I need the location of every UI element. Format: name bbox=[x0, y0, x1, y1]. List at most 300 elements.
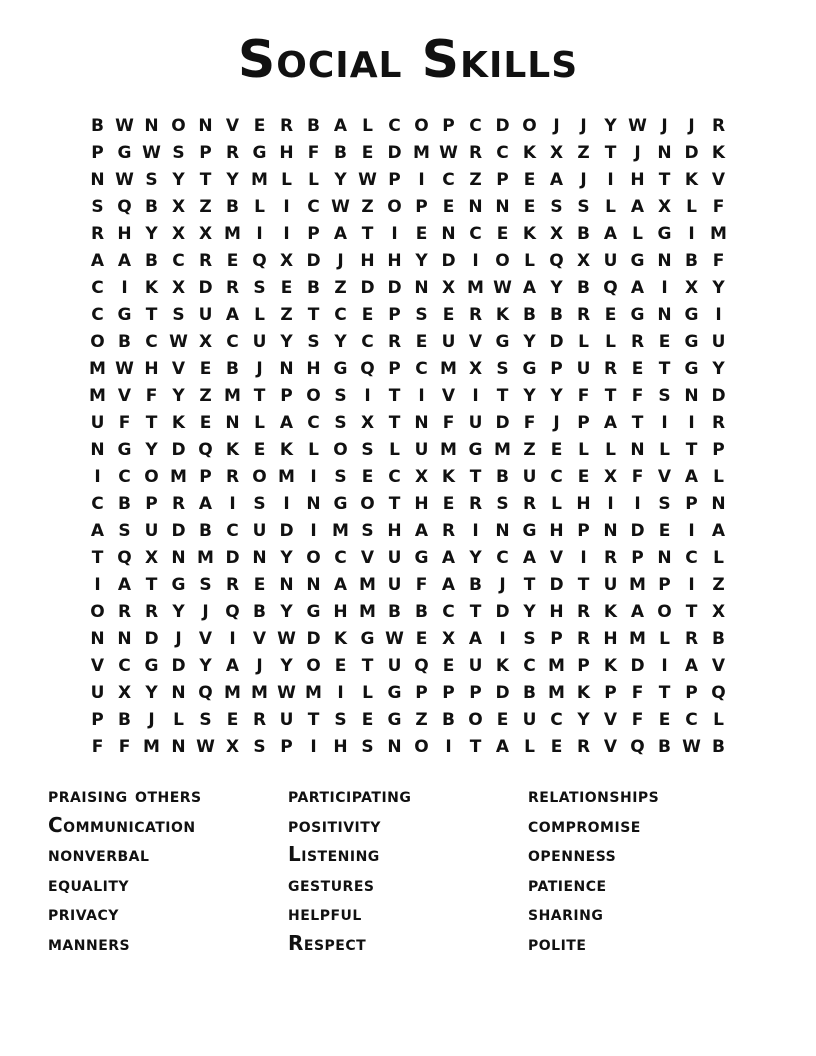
grid-letter: B bbox=[226, 359, 239, 379]
grid-letter: P bbox=[145, 494, 158, 514]
grid-letter: K bbox=[603, 656, 618, 676]
grid-row bbox=[84, 437, 732, 464]
grid-letter: L bbox=[524, 251, 535, 271]
grid-letter: N bbox=[90, 440, 105, 460]
grid-letter: S bbox=[91, 197, 104, 217]
grid-letter: N bbox=[306, 575, 321, 595]
grid-letter: D bbox=[549, 332, 564, 352]
grid-letter: P bbox=[496, 170, 509, 190]
grid-letter: B bbox=[145, 197, 158, 217]
grid-letter: N bbox=[144, 116, 159, 136]
grid-letter: W bbox=[115, 359, 134, 379]
grid-letter: A bbox=[603, 224, 618, 244]
grid-letter: R bbox=[225, 575, 240, 595]
grid-letter: H bbox=[603, 629, 618, 649]
grid-letter: N bbox=[279, 575, 294, 595]
grid-letter: I bbox=[310, 467, 317, 487]
grid-letter: E bbox=[577, 467, 590, 487]
grid-letter: X bbox=[549, 224, 564, 244]
grid-letter: O bbox=[252, 467, 267, 487]
grid-letter: L bbox=[605, 332, 616, 352]
grid-letter: P bbox=[91, 710, 104, 730]
grid-letter: E bbox=[415, 332, 428, 352]
grid-letter: R bbox=[441, 521, 456, 541]
grid-letter: B bbox=[523, 305, 536, 325]
grid-letter: L bbox=[578, 440, 589, 460]
grid-letter: P bbox=[442, 116, 455, 136]
grid-letter: L bbox=[659, 440, 670, 460]
grid-letter: P bbox=[604, 683, 617, 703]
grid-letter: L bbox=[605, 440, 616, 460]
grid-letter: C bbox=[91, 278, 104, 298]
grid-letter: U bbox=[603, 251, 618, 271]
grid-letter: C bbox=[469, 224, 482, 244]
grid-letter: M bbox=[467, 278, 484, 298]
grid-letter: G bbox=[117, 143, 132, 163]
grid-letter: D bbox=[171, 440, 186, 460]
grid-letter: F bbox=[577, 386, 590, 406]
grid-letter: V bbox=[711, 170, 726, 190]
grid-letter: X bbox=[414, 467, 429, 487]
grid-letter: P bbox=[577, 413, 590, 433]
grid-letter: L bbox=[254, 305, 265, 325]
grid-letter: E bbox=[442, 197, 455, 217]
grid-row bbox=[84, 140, 732, 167]
grid-letter: P bbox=[199, 143, 212, 163]
grid-letter: B bbox=[415, 602, 428, 622]
grid-letter: E bbox=[496, 224, 509, 244]
grid-letter: B bbox=[469, 575, 482, 595]
grid-letter: A bbox=[117, 251, 132, 271]
grid-letter: O bbox=[306, 386, 321, 406]
grid-letter: A bbox=[333, 224, 348, 244]
grid-letter: S bbox=[253, 494, 266, 514]
grid-letter: A bbox=[90, 251, 105, 271]
grid-letter: U bbox=[522, 467, 537, 487]
grid-letter: S bbox=[361, 440, 374, 460]
grid-letter: C bbox=[550, 710, 563, 730]
grid-letter: M bbox=[548, 656, 565, 676]
grid-letter: Y bbox=[172, 602, 185, 622]
grid-letter: I bbox=[418, 170, 425, 190]
grid-letter: U bbox=[576, 359, 591, 379]
grid-letter: G bbox=[117, 305, 132, 325]
grid-letter: U bbox=[711, 332, 726, 352]
grid-letter: E bbox=[280, 278, 293, 298]
grid-letter: S bbox=[361, 737, 374, 757]
grid-letter: F bbox=[91, 737, 104, 757]
grid-letter: A bbox=[279, 413, 294, 433]
grid-letter: Y bbox=[172, 386, 185, 406]
grid-letter: L bbox=[173, 710, 184, 730]
grid-letter: I bbox=[391, 224, 398, 244]
grid-row bbox=[84, 707, 732, 734]
grid-letter: D bbox=[279, 521, 294, 541]
grid-letter: N bbox=[414, 278, 429, 298]
grid-letter: M bbox=[440, 359, 457, 379]
grid-letter: P bbox=[388, 305, 401, 325]
grid-letter: I bbox=[634, 494, 641, 514]
grid-letter: S bbox=[118, 521, 131, 541]
grid-letter: C bbox=[442, 170, 455, 190]
grid-letter: Z bbox=[415, 710, 428, 730]
grid-row bbox=[84, 680, 732, 707]
word-item: relationships bbox=[528, 783, 660, 807]
grid-letter: Y bbox=[415, 251, 428, 271]
grid-letter: M bbox=[278, 467, 295, 487]
grid-letter: W bbox=[385, 629, 404, 649]
grid-letter: R bbox=[468, 305, 483, 325]
grid-letter: G bbox=[117, 440, 132, 460]
grid-letter: B bbox=[388, 602, 401, 622]
grid-letter: P bbox=[685, 683, 698, 703]
grid-letter: B bbox=[118, 710, 131, 730]
grid-letter: G bbox=[306, 602, 321, 622]
grid-letter: C bbox=[685, 548, 698, 568]
grid-letter: W bbox=[115, 170, 134, 190]
grid-letter: L bbox=[362, 683, 373, 703]
grid-row bbox=[84, 599, 732, 626]
grid-letter: M bbox=[332, 521, 349, 541]
grid-row bbox=[84, 248, 732, 275]
grid-letter: X bbox=[117, 683, 132, 703]
grid-letter: B bbox=[307, 278, 320, 298]
grid-letter: F bbox=[631, 710, 644, 730]
grid-letter: S bbox=[658, 494, 671, 514]
grid-letter: A bbox=[225, 305, 240, 325]
grid-letter: Y bbox=[712, 278, 725, 298]
grid-letter: A bbox=[90, 521, 105, 541]
grid-letter: Y bbox=[280, 332, 293, 352]
grid-letter: N bbox=[657, 251, 672, 271]
grid-letter: Z bbox=[469, 170, 482, 190]
grid-row bbox=[84, 734, 732, 761]
grid-letter: E bbox=[550, 737, 563, 757]
grid-letter: N bbox=[198, 116, 213, 136]
grid-letter: V bbox=[711, 656, 726, 676]
grid-letter: W bbox=[277, 629, 296, 649]
word-item: nonverbal bbox=[48, 842, 150, 866]
grid-row bbox=[84, 356, 732, 383]
grid-letter: I bbox=[364, 386, 371, 406]
grid-letter: H bbox=[333, 602, 348, 622]
grid-letter: I bbox=[229, 494, 236, 514]
grid-letter: Z bbox=[361, 197, 374, 217]
grid-letter: G bbox=[630, 251, 645, 271]
grid-letter: N bbox=[90, 170, 105, 190]
grid-letter: V bbox=[603, 737, 618, 757]
grid-letter: O bbox=[90, 332, 105, 352]
grid-letter: I bbox=[121, 278, 128, 298]
word-item: patience bbox=[528, 871, 607, 896]
grid-letter: K bbox=[495, 305, 510, 325]
grid-letter: D bbox=[630, 656, 645, 676]
grid-letter: R bbox=[684, 629, 699, 649]
grid-letter: B bbox=[253, 602, 266, 622]
grid-letter: U bbox=[144, 521, 159, 541]
grid-letter: T bbox=[469, 467, 482, 487]
grid-letter: T bbox=[91, 548, 104, 568]
grid-letter: M bbox=[629, 629, 646, 649]
grid-letter: S bbox=[172, 305, 185, 325]
grid-letter: A bbox=[441, 548, 456, 568]
grid-letter: S bbox=[334, 413, 347, 433]
grid-letter: I bbox=[229, 629, 236, 649]
grid-letter: X bbox=[144, 548, 159, 568]
grid-letter: Y bbox=[523, 332, 536, 352]
grid-letter: I bbox=[310, 737, 317, 757]
grid-row bbox=[84, 572, 732, 599]
grid-letter: L bbox=[281, 170, 292, 190]
grid-row bbox=[84, 113, 732, 140]
grid-letter: V bbox=[468, 332, 483, 352]
grid-letter: K bbox=[495, 656, 510, 676]
grid-letter: C bbox=[145, 332, 158, 352]
grid-letter: M bbox=[413, 143, 430, 163]
grid-letter: B bbox=[199, 521, 212, 541]
grid-letter: T bbox=[145, 413, 158, 433]
grid-letter: P bbox=[280, 386, 293, 406]
word-list-column bbox=[48, 781, 288, 958]
grid-row bbox=[84, 626, 732, 653]
grid-letter: B bbox=[712, 629, 725, 649]
grid-letter: F bbox=[631, 386, 644, 406]
grid-letter: D bbox=[495, 116, 510, 136]
grid-letter: X bbox=[225, 737, 240, 757]
grid-letter: N bbox=[468, 197, 483, 217]
grid-letter: X bbox=[441, 629, 456, 649]
grid-letter: T bbox=[145, 575, 158, 595]
grid-row bbox=[84, 383, 732, 410]
grid-letter: A bbox=[225, 656, 240, 676]
grid-letter: M bbox=[224, 386, 241, 406]
grid-letter: I bbox=[472, 386, 479, 406]
grid-letter: N bbox=[657, 548, 672, 568]
grid-letter: M bbox=[197, 548, 214, 568]
grid-letter: L bbox=[254, 413, 265, 433]
grid-letter: N bbox=[279, 359, 294, 379]
grid-letter: B bbox=[226, 197, 239, 217]
grid-letter: K bbox=[441, 467, 456, 487]
grid-letter: N bbox=[171, 548, 186, 568]
grid-letter: R bbox=[117, 602, 132, 622]
grid-letter: I bbox=[499, 629, 506, 649]
grid-letter: O bbox=[306, 656, 321, 676]
grid-letter: P bbox=[685, 494, 698, 514]
grid-letter: A bbox=[522, 278, 537, 298]
grid-letter: E bbox=[199, 359, 212, 379]
grid-letter: I bbox=[688, 575, 695, 595]
grid-letter: A bbox=[333, 116, 348, 136]
grid-letter: F bbox=[118, 413, 131, 433]
grid-letter: E bbox=[334, 656, 347, 676]
grid-letter: M bbox=[170, 467, 187, 487]
grid-letter: D bbox=[495, 602, 510, 622]
grid-letter: Y bbox=[550, 278, 563, 298]
grid-letter: E bbox=[415, 224, 428, 244]
grid-letter: D bbox=[495, 413, 510, 433]
grid-letter: S bbox=[307, 332, 320, 352]
grid-letter: P bbox=[442, 683, 455, 703]
grid-letter: N bbox=[414, 413, 429, 433]
grid-letter: C bbox=[118, 467, 131, 487]
grid-letter: I bbox=[310, 521, 317, 541]
grid-letter: F bbox=[415, 575, 428, 595]
grid-letter: S bbox=[415, 305, 428, 325]
grid-letter: B bbox=[523, 683, 536, 703]
grid-letter: E bbox=[442, 494, 455, 514]
grid-letter: R bbox=[252, 710, 267, 730]
grid-letter: C bbox=[334, 305, 347, 325]
grid-letter: I bbox=[607, 170, 614, 190]
grid-letter: I bbox=[256, 224, 263, 244]
grid-letter: N bbox=[171, 683, 186, 703]
grid-letter: T bbox=[469, 602, 482, 622]
grid-letter: U bbox=[252, 332, 267, 352]
grid-letter: K bbox=[279, 440, 294, 460]
word-item: sharing bbox=[528, 901, 604, 925]
grid-letter: G bbox=[387, 710, 402, 730]
grid-letter: J bbox=[148, 710, 155, 730]
grid-letter: X bbox=[360, 413, 375, 433]
grid-letter: L bbox=[713, 467, 724, 487]
grid-letter: L bbox=[308, 440, 319, 460]
grid-letter: Z bbox=[523, 440, 536, 460]
grid-letter: J bbox=[337, 251, 344, 271]
grid-letter: E bbox=[361, 467, 374, 487]
grid-letter: E bbox=[253, 440, 266, 460]
grid-letter: N bbox=[171, 737, 186, 757]
grid-letter: K bbox=[603, 602, 618, 622]
grid-letter: V bbox=[117, 386, 132, 406]
grid-letter: Y bbox=[523, 602, 536, 622]
grid-letter: R bbox=[576, 602, 591, 622]
word-item: helpful bbox=[288, 901, 362, 925]
grid-letter: U bbox=[198, 305, 213, 325]
grid-letter: M bbox=[548, 683, 565, 703]
grid-letter: Y bbox=[280, 656, 293, 676]
grid-row bbox=[84, 194, 732, 221]
grid-letter: W bbox=[628, 116, 647, 136]
grid-letter: B bbox=[442, 710, 455, 730]
grid-letter: C bbox=[685, 710, 698, 730]
grid-letter: F bbox=[523, 413, 536, 433]
grid-letter: V bbox=[198, 629, 213, 649]
grid-letter: A bbox=[333, 575, 348, 595]
grid-letter: M bbox=[710, 224, 727, 244]
grid-letter: N bbox=[441, 224, 456, 244]
grid-letter: V bbox=[549, 548, 564, 568]
grid-letter: E bbox=[442, 305, 455, 325]
grid-letter: D bbox=[387, 143, 402, 163]
grid-letter: M bbox=[89, 386, 106, 406]
grid-letter: T bbox=[658, 359, 671, 379]
grid-letter: T bbox=[523, 575, 536, 595]
grid-letter: G bbox=[171, 575, 186, 595]
grid-letter: Y bbox=[550, 386, 563, 406]
grid-letter: R bbox=[603, 548, 618, 568]
grid-letter: D bbox=[630, 521, 645, 541]
grid-letter: R bbox=[171, 494, 186, 514]
grid-letter: U bbox=[414, 440, 429, 460]
grid-letter: E bbox=[523, 170, 536, 190]
grid-letter: D bbox=[306, 251, 321, 271]
grid-letter: F bbox=[307, 143, 320, 163]
grid-letter: D bbox=[549, 575, 564, 595]
grid-letter: R bbox=[711, 116, 726, 136]
grid-letter: F bbox=[145, 386, 158, 406]
grid-letter: T bbox=[496, 386, 509, 406]
grid-letter: C bbox=[361, 332, 374, 352]
grid-letter: V bbox=[603, 710, 618, 730]
grid-letter: U bbox=[90, 683, 105, 703]
grid-row bbox=[84, 221, 732, 248]
grid-letter: S bbox=[577, 197, 590, 217]
grid-letter: T bbox=[361, 224, 374, 244]
grid-letter: X bbox=[171, 278, 186, 298]
grid-letter: A bbox=[603, 413, 618, 433]
grid-letter: G bbox=[684, 359, 699, 379]
grid-letter: S bbox=[496, 494, 509, 514]
grid-letter: U bbox=[90, 413, 105, 433]
grid-letter: E bbox=[631, 359, 644, 379]
grid-row bbox=[84, 464, 732, 491]
grid-letter: K bbox=[684, 170, 699, 190]
grid-letter: R bbox=[576, 305, 591, 325]
grid-letter: U bbox=[522, 710, 537, 730]
grid-letter: N bbox=[117, 629, 132, 649]
grid-letter: P bbox=[91, 143, 104, 163]
grid-letter: E bbox=[226, 710, 239, 730]
grid-letter: Y bbox=[145, 440, 158, 460]
grid-letter: G bbox=[387, 683, 402, 703]
grid-letter: H bbox=[549, 602, 564, 622]
grid-letter: P bbox=[631, 548, 644, 568]
grid-letter: I bbox=[445, 737, 452, 757]
grid-letter: F bbox=[442, 413, 455, 433]
grid-letter: G bbox=[252, 143, 267, 163]
grid-letter: R bbox=[522, 494, 537, 514]
grid-letter: I bbox=[688, 521, 695, 541]
grid-letter: D bbox=[387, 278, 402, 298]
grid-letter: T bbox=[253, 386, 266, 406]
grid-letter: T bbox=[604, 143, 617, 163]
grid-letter: M bbox=[629, 575, 646, 595]
grid-letter: S bbox=[334, 386, 347, 406]
grid-letter: C bbox=[550, 467, 563, 487]
grid-letter: G bbox=[333, 359, 348, 379]
grid-letter: F bbox=[118, 737, 131, 757]
grid-letter: Q bbox=[225, 602, 240, 622]
grid-letter: K bbox=[711, 143, 726, 163]
grid-letter: Y bbox=[145, 224, 158, 244]
grid-letter: Q bbox=[630, 737, 645, 757]
grid-letter: L bbox=[713, 548, 724, 568]
grid-letter: G bbox=[468, 440, 483, 460]
grid-letter: T bbox=[388, 413, 401, 433]
grid-letter: E bbox=[226, 251, 239, 271]
grid-letter: L bbox=[524, 737, 535, 757]
grid-letter: Y bbox=[334, 332, 347, 352]
word-list-column bbox=[288, 781, 528, 958]
grid-letter: G bbox=[684, 305, 699, 325]
grid-letter: O bbox=[414, 737, 429, 757]
grid-letter: X bbox=[441, 278, 456, 298]
grid-letter: A bbox=[198, 494, 213, 514]
grid-letter: X bbox=[198, 224, 213, 244]
grid-letter: D bbox=[306, 629, 321, 649]
grid-letter: W bbox=[169, 332, 188, 352]
